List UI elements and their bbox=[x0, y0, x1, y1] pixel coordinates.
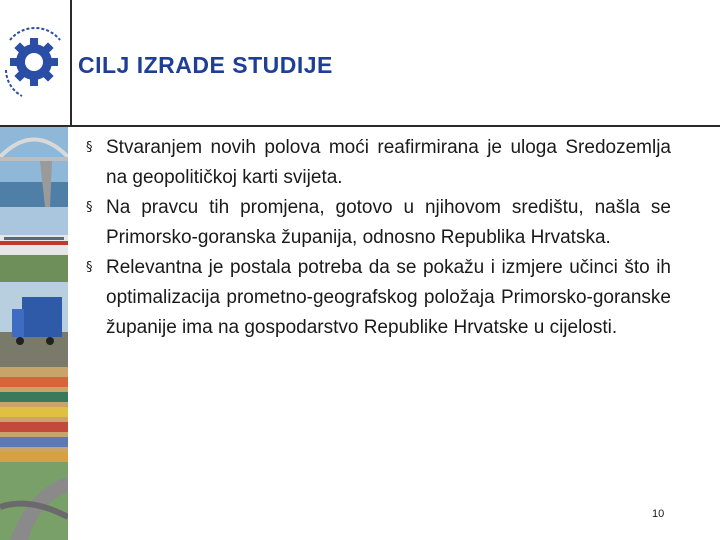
containers-photo bbox=[0, 367, 68, 462]
bullet-item bbox=[86, 193, 671, 253]
bullet-text: Relevantna je postala potreba da se pokažu i izmjere učinci što ih optimalizacija prometno-geografskog položaja Primorsko-goranske županije ima na gospodarstvo Republike Hrvatske u cijelosti. bbox=[106, 257, 671, 338]
bullet-text: Na pravcu tih promjena, gotovo u njihovom središtu, našla se Primorsko-goranska županija, odnosno Republika Hrvatska. bbox=[106, 197, 671, 248]
bullet-marker: § bbox=[86, 260, 93, 275]
page-number: 10 bbox=[652, 508, 665, 520]
train-photo bbox=[0, 207, 68, 282]
bullet-marker: § bbox=[86, 140, 93, 155]
bullet-text: Stvaranjem novih polova moći reafirmirana je uloga Sredozemlja na geopolitičkoj karti svijeta. bbox=[106, 137, 671, 188]
bullet-item bbox=[86, 253, 671, 343]
truck-photo bbox=[0, 282, 68, 367]
bullet-list bbox=[86, 133, 671, 343]
slide-title: CILJ IZRADE STUDIJE bbox=[78, 52, 333, 78]
company-logo bbox=[0, 0, 68, 120]
bullet-item bbox=[86, 133, 671, 193]
bridge-photo bbox=[0, 127, 68, 207]
bullet-marker: § bbox=[86, 200, 93, 215]
photo-strip bbox=[0, 127, 68, 540]
header-divider-horizontal bbox=[0, 125, 720, 127]
header-divider-vertical bbox=[70, 0, 72, 127]
gear-icon bbox=[10, 38, 58, 86]
highway-photo bbox=[0, 462, 68, 540]
